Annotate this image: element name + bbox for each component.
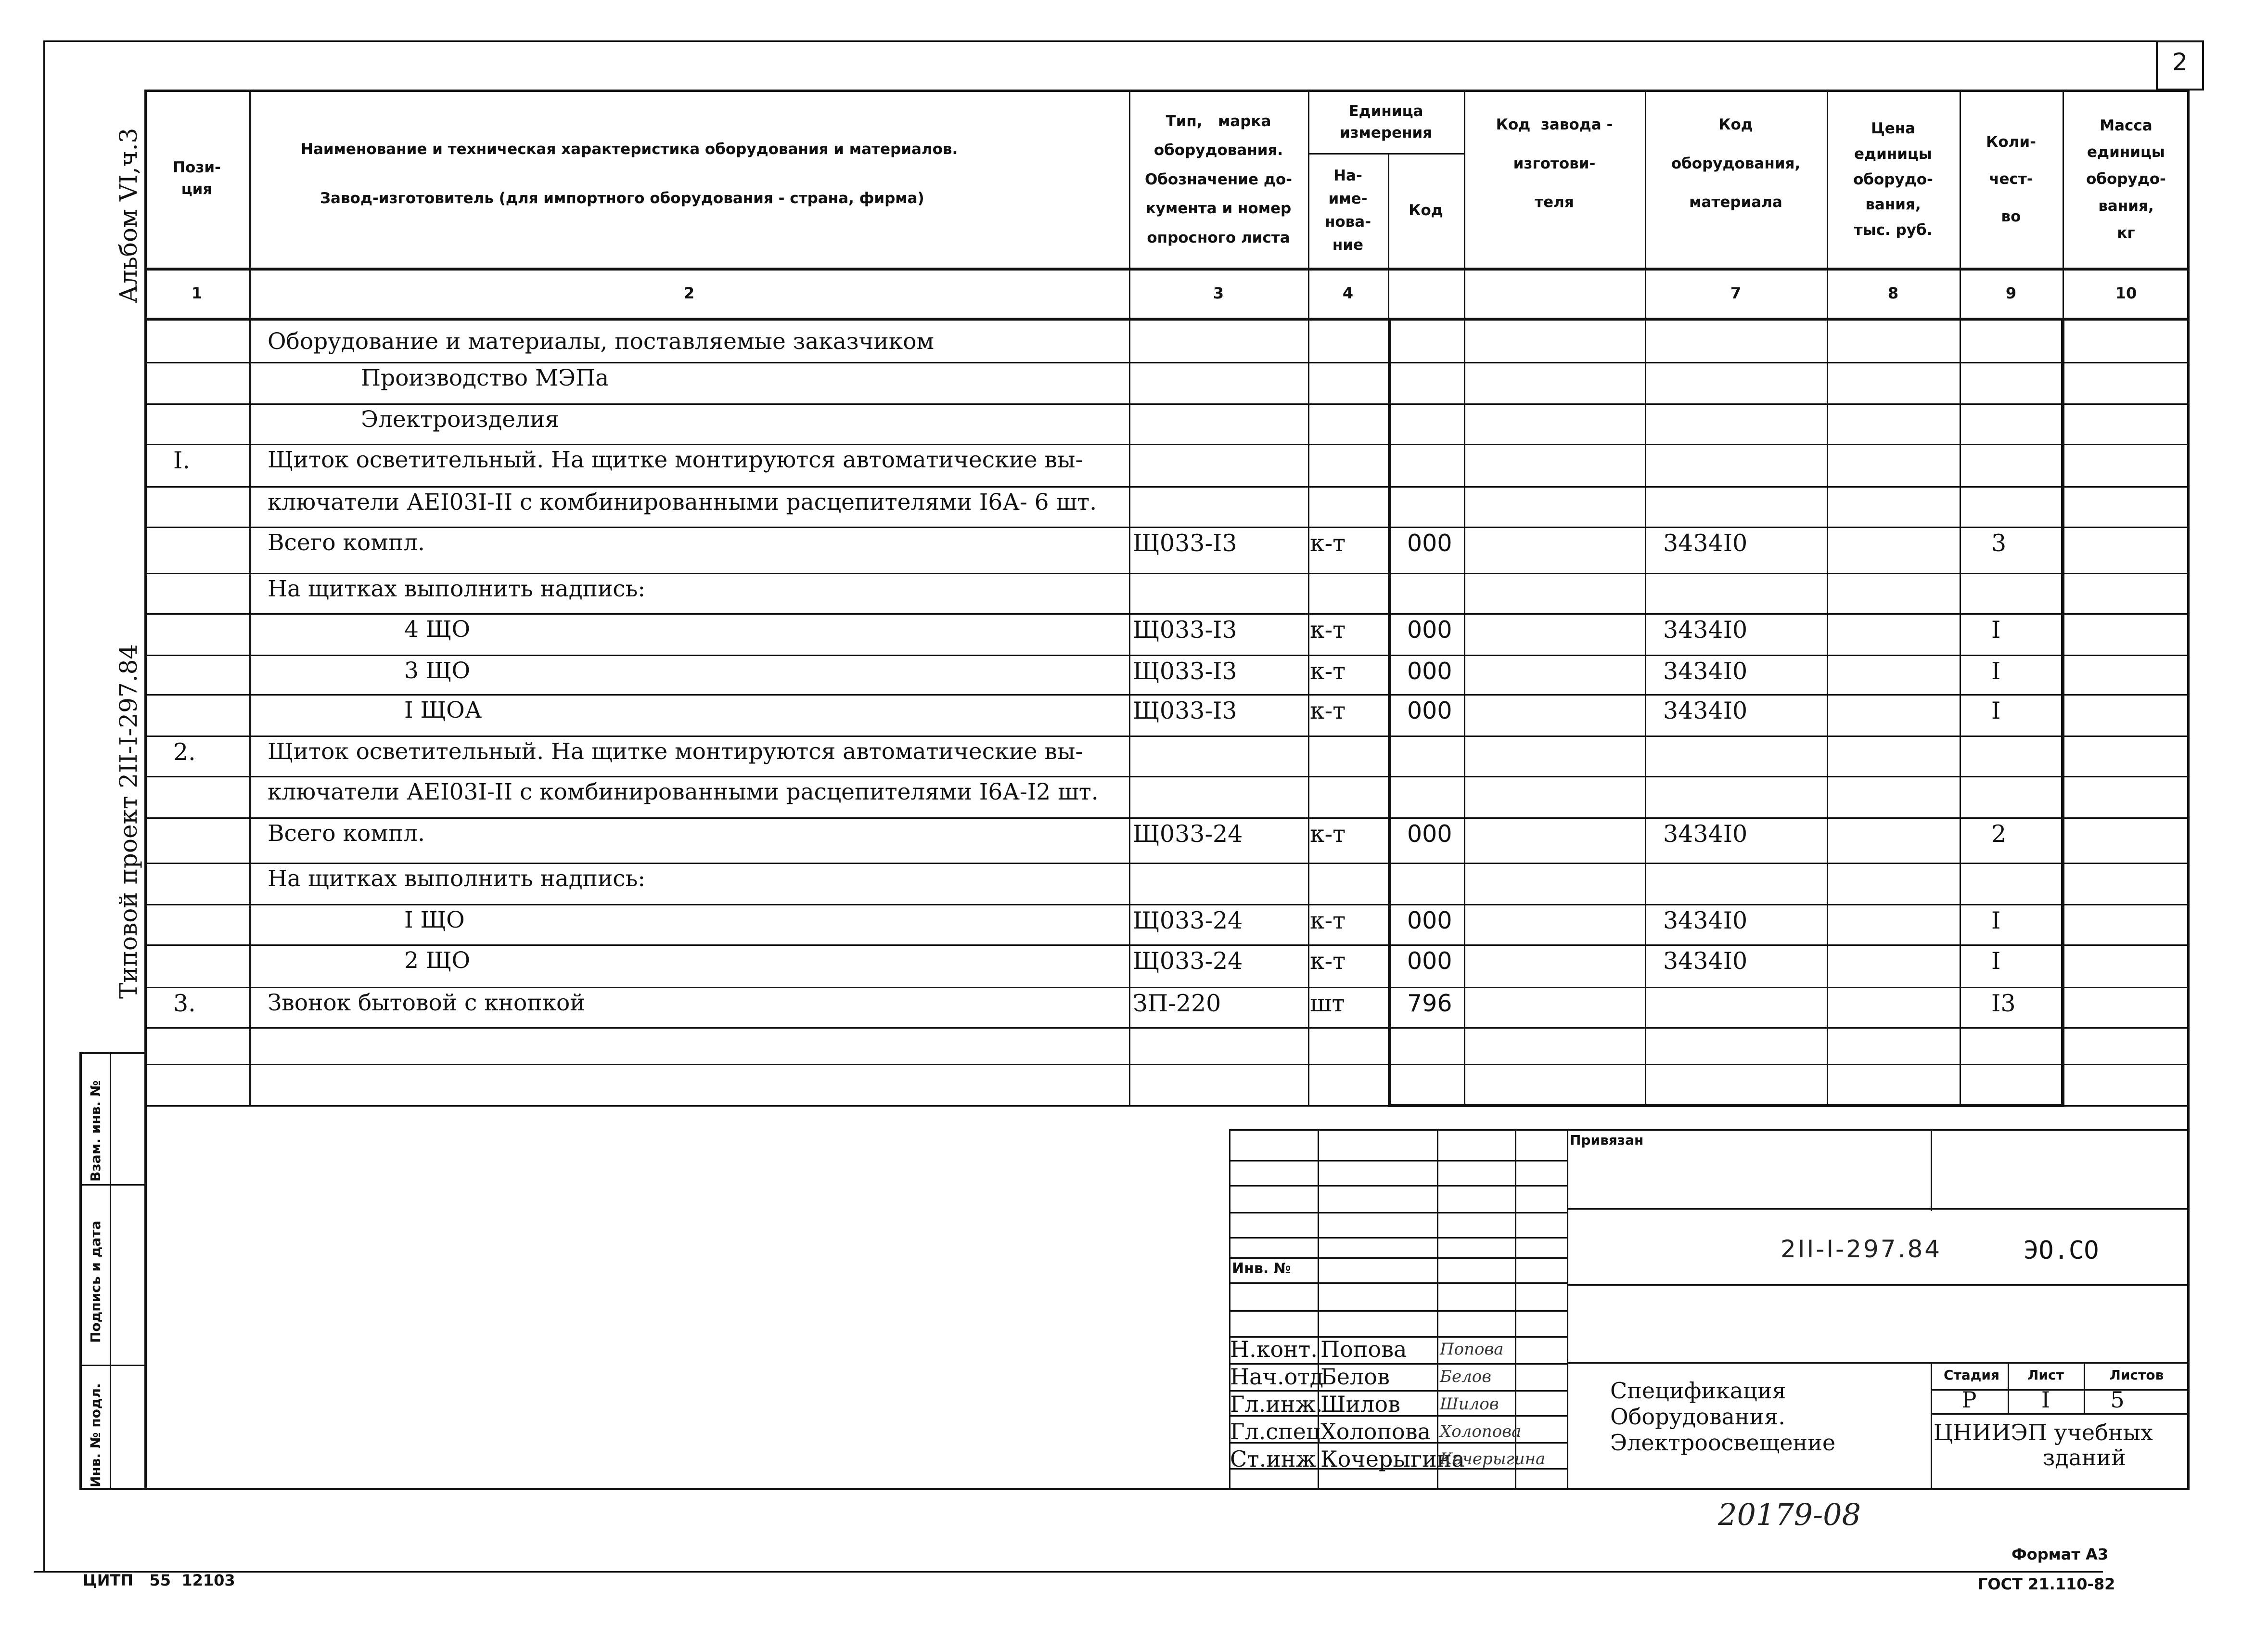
row-type: Щ033-I3 xyxy=(1133,658,1237,685)
print-code: ЦИТП 55 12103 xyxy=(83,1571,235,1589)
table-row-line xyxy=(144,776,2190,777)
row-equip-code: 3434I0 xyxy=(1663,947,1748,975)
tb-c4 xyxy=(1567,1129,1568,1490)
row-name: 2 ЩО xyxy=(404,947,471,974)
row-quantity: I xyxy=(1991,947,2001,975)
stage-value: Р xyxy=(1961,1387,1977,1413)
sheet-number: 2 xyxy=(2172,48,2188,76)
row-name: На щитках выполнить надпись: xyxy=(268,865,646,892)
stamp-orig-inv: Инв. № подл. xyxy=(88,1383,103,1487)
row-unit-code: 000 xyxy=(1407,658,1452,685)
tb-roles xyxy=(1230,1336,1323,1473)
row-unit: к-т xyxy=(1310,907,1346,934)
sheets-label: Листов xyxy=(2109,1367,2164,1383)
table-row-line xyxy=(144,1027,2190,1029)
tb-grid-line xyxy=(1229,1160,1567,1161)
row-type: Щ033-I3 xyxy=(1133,529,1237,557)
row-type: Щ033-24 xyxy=(1133,820,1243,848)
handwritten-number: 20179-08 xyxy=(1718,1497,1861,1532)
row-name: Звонок бытовой с кнопкой xyxy=(268,990,585,1016)
col-div-1 xyxy=(249,90,251,1105)
tb-top xyxy=(1229,1129,2190,1131)
table-row-line xyxy=(144,573,2190,574)
row-name: 4 ЩО xyxy=(404,616,471,643)
table-row-line xyxy=(144,486,2190,488)
row-name: Щиток осветительный. На щитке монтируются автоматические вы- xyxy=(268,447,1083,473)
row-unit-code: 000 xyxy=(1407,616,1452,644)
tb-grid-line xyxy=(1229,1257,1567,1259)
row-type: Щ033-I3 xyxy=(1133,697,1237,724)
role-gl-spec: Гл.спец xyxy=(1230,1419,1320,1445)
stage-label: Стадия xyxy=(1944,1367,1999,1383)
doc-code-handwritten: 2II-I-297.84 xyxy=(1781,1235,1942,1263)
signature-2: Белов xyxy=(1440,1367,1492,1386)
header-unit-group: Единица измерения xyxy=(1339,103,1433,142)
row-type: Щ033-24 xyxy=(1133,907,1243,934)
colnum-4: 4 xyxy=(1342,284,1354,302)
signature-1: Попова xyxy=(1440,1340,1504,1359)
row-unit-code: 000 xyxy=(1407,529,1452,557)
row-unit-code: 000 xyxy=(1407,820,1452,848)
colnum-8: 8 xyxy=(1887,284,1899,302)
row-equip-code: 3434I0 xyxy=(1663,616,1748,644)
page-border-top xyxy=(43,40,2161,42)
stamp-divider xyxy=(110,1052,111,1490)
header-type: Тип, марка оборудования. Обозначение до- кумента и номер опросного листа xyxy=(1144,112,1293,246)
colnum-10: 10 xyxy=(2115,284,2137,302)
table-row-line xyxy=(144,904,2190,905)
row-name: ключатели АЕI03I-II с комбинированными расцепителями I6А- 6 шт. xyxy=(268,489,1097,516)
colnum-2: 2 xyxy=(683,284,695,302)
role-nach-otd: Нач.отд xyxy=(1230,1364,1324,1390)
row-equip-code: 3434I0 xyxy=(1663,697,1748,724)
tb-h-code xyxy=(1567,1284,2190,1286)
header-quantity: Коли- чест- во xyxy=(1986,133,2036,225)
header-name-line1: Наименование и техническая характеристика оборудования и материалов. xyxy=(301,141,958,158)
doc-title: Спецификация Оборудования. Электроосвещение xyxy=(1610,1378,1836,1456)
row-type: Щ033-I3 xyxy=(1133,616,1237,644)
row-quantity: I3 xyxy=(1991,990,2016,1017)
header-bottom-line xyxy=(144,268,2190,271)
row-quantity: 3 xyxy=(1991,529,2007,557)
table-bottom-line xyxy=(144,1105,2190,1107)
colnum-9: 9 xyxy=(2005,284,2017,302)
tb-h-privyazan xyxy=(1567,1208,2190,1210)
sheet-value: I xyxy=(2041,1387,2050,1413)
stamp-line-2 xyxy=(79,1365,147,1366)
row-name: 3 ЩО xyxy=(404,658,471,684)
table-row-line xyxy=(144,655,2190,656)
organization: ЦНИИЭП учебных зданий xyxy=(1934,1420,2153,1471)
tb-grid-line xyxy=(1229,1212,1567,1213)
header-unit-code: Код xyxy=(1409,201,1443,219)
stamp-line-1 xyxy=(79,1184,147,1186)
row-position: 2. xyxy=(173,738,196,766)
tb-grid-line xyxy=(1229,1310,1567,1312)
table-row-line xyxy=(144,736,2190,737)
colnum-3: 3 xyxy=(1213,284,1224,302)
row-name: Электроизделия xyxy=(361,406,559,433)
tb-grid-line xyxy=(1229,1185,1567,1187)
row-type: ЗП-220 xyxy=(1133,990,1221,1017)
name-popova: Попова xyxy=(1320,1336,1407,1362)
tb-c6 xyxy=(1931,1362,1932,1490)
table-row-line xyxy=(144,1064,2190,1065)
tb-grid-line xyxy=(1229,1282,1567,1284)
signature-3: Шилов xyxy=(1440,1394,1499,1414)
table-row-line xyxy=(144,694,2190,696)
table-row-line xyxy=(144,613,2190,615)
row-unit: к-т xyxy=(1310,947,1346,975)
header-name-line2: Завод-изготовитель (для импортного оборудования - страна, фирма) xyxy=(320,190,924,207)
name-shilov: Шилов xyxy=(1320,1391,1400,1417)
stamp-replace-inv: Взам. инв. № xyxy=(88,1080,103,1182)
format-label: Формат А3 xyxy=(2012,1545,2109,1563)
tb-grid-line xyxy=(1229,1237,1567,1239)
row-quantity: I xyxy=(1991,616,2001,644)
name-kocherygina: Кочерыгина xyxy=(1320,1446,1465,1472)
row-unit: шт xyxy=(1310,990,1345,1017)
row-unit: к-т xyxy=(1310,697,1346,724)
sheet-label: Лист xyxy=(2027,1367,2064,1383)
row-name: I ЩО xyxy=(404,907,465,933)
table-row-line xyxy=(144,444,2190,445)
doc-code-suffix: ЭО.СО xyxy=(2024,1236,2099,1265)
header-mass: Масса единицы оборудо- вания, кг xyxy=(2086,116,2166,242)
row-name: Оборудование и материалы, поставляемые заказчиком xyxy=(268,328,935,355)
gost-label: ГОСТ 21.110-82 xyxy=(1978,1575,2115,1593)
row-name: I ЩОА xyxy=(404,697,482,723)
row-type: Щ033-24 xyxy=(1133,947,1243,975)
row-unit-code: 000 xyxy=(1407,947,1452,975)
table-row-line xyxy=(144,944,2190,946)
privyazan-label: Привязан xyxy=(1570,1132,1644,1148)
table-row-line xyxy=(144,527,2190,528)
header-position: Пози- ция xyxy=(173,159,221,198)
header-equip-code: Код оборудования, материала xyxy=(1671,116,1801,211)
table-row-line xyxy=(144,817,2190,819)
row-unit: к-т xyxy=(1310,658,1346,685)
tb-h-title xyxy=(1567,1362,2190,1364)
row-name: ключатели АЕI03I-II с комбинированными расцепителями I6А-I2 шт. xyxy=(268,779,1099,805)
table-row-line xyxy=(144,863,2190,864)
header-unit-name: На- име- нова- ние xyxy=(1324,167,1371,254)
row-name: Щиток осветительный. На щитке монтируются автоматические вы- xyxy=(268,738,1083,765)
row-equip-code: 3434I0 xyxy=(1663,658,1748,685)
signature-5: Кочерыгина xyxy=(1440,1449,1546,1469)
row-position: 3. xyxy=(173,990,196,1017)
table-row-line xyxy=(144,403,2190,405)
row-name: Производство МЭПа xyxy=(361,365,609,391)
role-gl-inzh: Гл.инж. xyxy=(1230,1391,1323,1417)
tb-c5 xyxy=(1931,1129,1932,1211)
name-belov: Белов xyxy=(1320,1364,1390,1390)
role-n-kont: Н.конт. xyxy=(1230,1336,1318,1362)
name-kholopova: Холопова xyxy=(1320,1419,1431,1445)
project-label: Типовой проект 2II-I-297.84 xyxy=(115,644,142,999)
signature-4: Холопова xyxy=(1440,1422,1522,1441)
header-price: Цена единицы оборудо- вания, тыс. руб. xyxy=(1853,120,1933,239)
album-label: Альбом VI,ч.3 xyxy=(115,128,142,303)
row-unit-code: 000 xyxy=(1407,697,1452,724)
row-equip-code: 3434I0 xyxy=(1663,820,1748,848)
row-unit: к-т xyxy=(1310,820,1346,848)
row-unit-code: 000 xyxy=(1407,907,1452,934)
row-equip-code: 3434I0 xyxy=(1663,529,1748,557)
role-st-inzh: Ст.инж xyxy=(1230,1446,1316,1472)
table-row-line xyxy=(144,362,2190,363)
sheets-value: 5 xyxy=(2110,1387,2125,1413)
row-quantity: I xyxy=(1991,907,2001,934)
row-quantity: I xyxy=(1991,697,2001,724)
tb-signatures xyxy=(1440,1336,1545,1473)
row-quantity: I xyxy=(1991,658,2001,685)
colnum-1: 1 xyxy=(191,284,203,302)
row-unit-code: 796 xyxy=(1407,990,1452,1017)
row-name: Всего компл. xyxy=(268,529,425,556)
row-unit: к-т xyxy=(1310,529,1346,557)
header-plant-code: Код завода - изготови- теля xyxy=(1496,116,1613,211)
row-name: Всего компл. xyxy=(268,820,425,847)
table-row-line xyxy=(144,987,2190,988)
row-unit: к-т xyxy=(1310,616,1346,644)
page-border-bottom xyxy=(34,1571,2103,1573)
row-equip-code: 3434I0 xyxy=(1663,907,1748,934)
row-position: I. xyxy=(173,447,190,474)
page-border-left xyxy=(43,40,45,1571)
row-name: На щитках выполнить надпись: xyxy=(268,576,646,602)
tb-h-stage2 xyxy=(1931,1413,2190,1415)
stamp-signature-date: Подпись и дата xyxy=(88,1220,103,1343)
inv-label: Инв. № xyxy=(1232,1260,1291,1277)
row-quantity: 2 xyxy=(1991,820,2007,848)
colnum-7: 7 xyxy=(1730,284,1742,302)
